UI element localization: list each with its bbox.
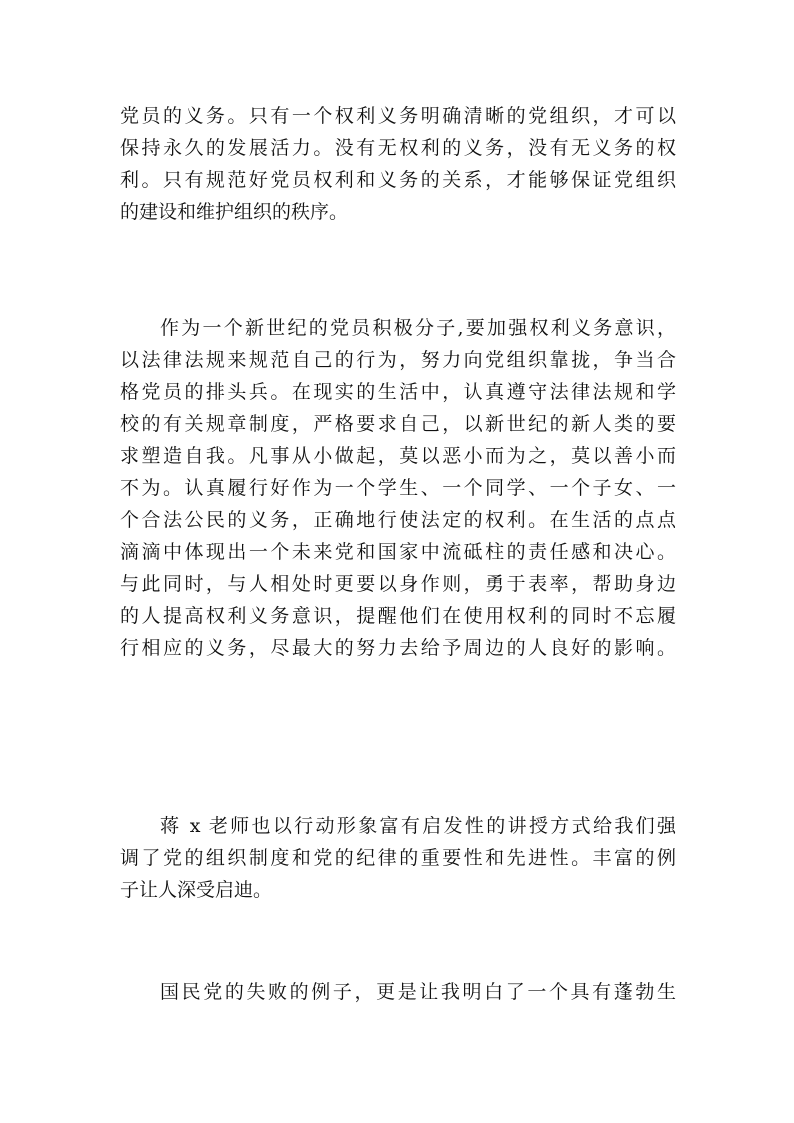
paragraph-line: 滴滴中体现出一个未来党和国家中流砥柱的责任感和决心。 — [120, 541, 676, 563]
paragraph-line: 行相应的义务，尽最大的努力去给予周边的人良好的影响。 — [120, 637, 676, 659]
paragraph-2 — [120, 312, 676, 664]
paragraph-line: 不为。认真履行好作为一个学生、一个同学、一个子女、一 — [120, 477, 676, 499]
paragraph-line: 校的有关规章制度，严格要求自己，以新世纪的新人类的要 — [120, 413, 676, 435]
paragraph-3 — [120, 810, 676, 906]
paragraph-1 — [120, 100, 676, 228]
paragraph-line: 的人提高权利义务意识，提醒他们在使用权利的同时不忘履 — [120, 605, 676, 627]
paragraph-line: 个合法公民的义务，正确地行使法定的权利。在生活的点点 — [120, 509, 676, 531]
paragraph-line: 格党员的排头兵。在现实的生活中，认真遵守法律法规和学 — [120, 381, 676, 403]
paragraph-line: 子让人深受启迪。 — [120, 879, 273, 901]
paragraph-line: 蒋 x 老师也以行动形象富有启发性的讲授方式给我们强 — [160, 815, 676, 837]
paragraph-line: 利。只有规范好党员权利和义务的关系，才能够保证党组织 — [120, 169, 676, 191]
paragraph-line: 作为一个新世纪的党员积极分子,要加强权利义务意识， — [160, 317, 676, 339]
paragraph-line: 党员的义务。只有一个权利义务明确清晰的党组织，才可以 — [120, 105, 676, 127]
paragraph-line: 与此同时，与人相处时更要以身作则，勇于表率，帮助身边 — [120, 573, 676, 595]
paragraph-line: 调了党的组织制度和党的纪律的重要性和先进性。丰富的例 — [120, 847, 676, 869]
paragraph-line: 国民党的失败的例子，更是让我明白了一个具有蓬勃生 — [160, 981, 676, 1003]
paragraph-line: 求塑造自我。凡事从小做起，莫以恶小而为之，莫以善小而 — [120, 445, 676, 467]
paragraph-line: 的建设和维护组织的秩序。 — [120, 201, 349, 223]
paragraph-line: 保持永久的发展活力。没有无权利的义务，没有无义务的权 — [120, 137, 676, 159]
paragraph-line: 以法律法规来规范自己的行为，努力向党组织靠拢，争当合 — [120, 349, 676, 371]
paragraph-4 — [120, 976, 676, 1008]
